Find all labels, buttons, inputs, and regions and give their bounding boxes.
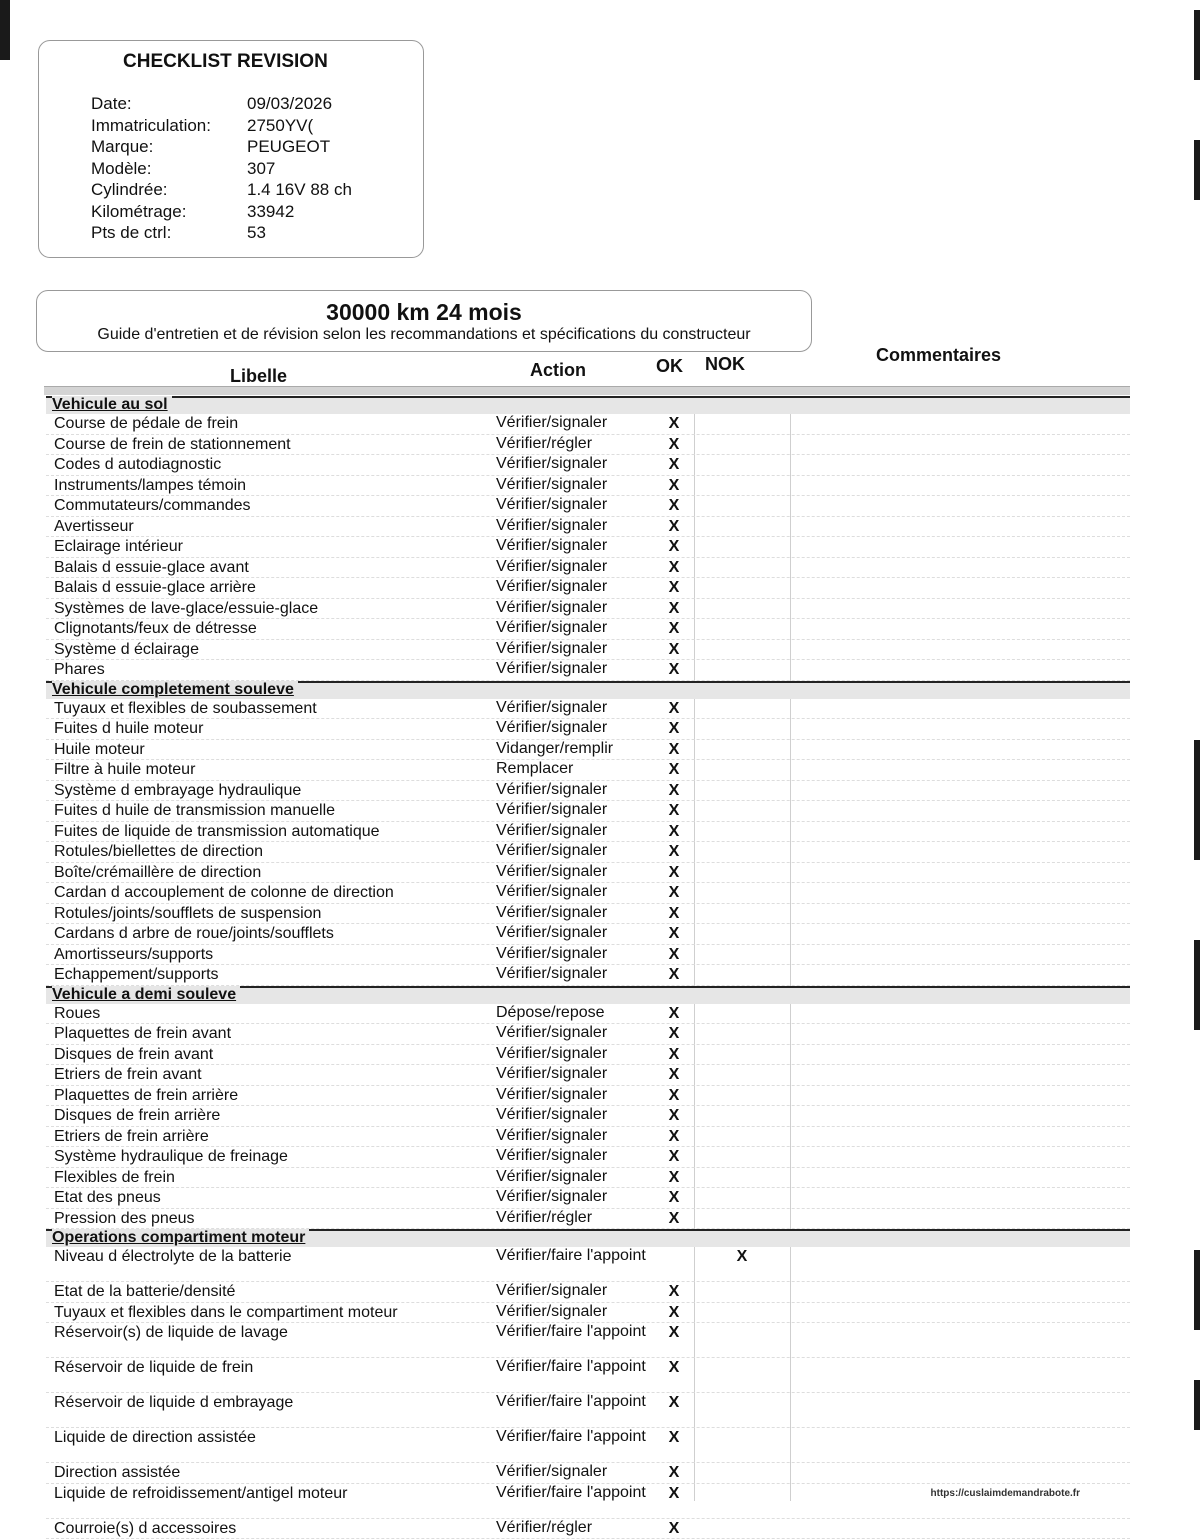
field-value: 53 [247, 222, 266, 244]
row-action: Vidanger/remplir [496, 741, 656, 756]
row-ok-mark: X [664, 1283, 684, 1301]
row-ok-mark: X [664, 966, 684, 984]
row-action: Vérifier/signaler [496, 1107, 656, 1122]
row-ok-mark: X [664, 1148, 684, 1166]
table-row [46, 1004, 1130, 1025]
row-action: Vérifier/faire l'appoint [496, 1324, 656, 1339]
row-ok-mark: X [664, 1046, 684, 1064]
field-label: Modèle: [91, 158, 247, 180]
table-row [46, 496, 1130, 517]
row-ok-mark: X [664, 761, 684, 779]
table-row [46, 1188, 1130, 1209]
row-libelle: Boîte/crémaillère de direction [54, 864, 484, 882]
field-label: Cylindrée: [91, 179, 247, 201]
row-ok-mark: X [664, 823, 684, 841]
table-row [46, 740, 1130, 761]
checklist-title: CHECKLIST REVISION [123, 51, 328, 73]
row-action: Vérifier/signaler [496, 864, 656, 879]
row-action: Vérifier/régler [496, 1210, 656, 1225]
field-value: 2750YV( [247, 115, 313, 137]
row-action: Vérifier/signaler [496, 1304, 656, 1319]
table-row [46, 822, 1130, 843]
row-action: Vérifier/signaler [496, 782, 656, 797]
table-row [46, 537, 1130, 558]
row-action: Vérifier/signaler [496, 641, 656, 656]
footer-url: https://cuslaimdemandrabote.fr [931, 1488, 1080, 1499]
row-libelle: Fuites de liquide de transmission automatique [54, 823, 484, 841]
checklist-section [46, 986, 1130, 1230]
row-libelle: Système d embrayage hydraulique [54, 782, 484, 800]
section-header [46, 986, 1130, 1004]
column-header-libelle: Libelle [230, 366, 287, 387]
row-action: Vérifier/signaler [496, 946, 656, 961]
row-ok-mark: X [664, 1107, 684, 1125]
row-libelle: Liquide de refroidissement/antigel moteur [54, 1485, 484, 1503]
row-action: Vérifier/faire l'appoint [496, 1394, 656, 1409]
row-nok-mark: X [732, 1248, 752, 1266]
table-row [46, 1303, 1130, 1324]
row-action: Remplacer [496, 761, 656, 776]
row-libelle: Commutateurs/commandes [54, 497, 484, 515]
row-ok-mark: X [664, 946, 684, 964]
row-action: Dépose/repose [496, 1005, 656, 1020]
scan-edge-mark [0, 0, 10, 60]
table-row [46, 1127, 1130, 1148]
row-ok-mark: X [664, 559, 684, 577]
table-row [46, 1147, 1130, 1168]
row-action: Vérifier/signaler [496, 1066, 656, 1081]
table-row [46, 719, 1130, 740]
service-banner [36, 290, 812, 352]
row-ok-mark: X [664, 477, 684, 495]
row-action: Vérifier/signaler [496, 1087, 656, 1102]
row-action: Vérifier/signaler [496, 559, 656, 574]
table-row [46, 1393, 1130, 1428]
row-action: Vérifier/signaler [496, 1148, 656, 1163]
table-row [46, 863, 1130, 884]
table-row [46, 455, 1130, 476]
section-header [46, 396, 1130, 414]
checklist-section [46, 396, 1130, 681]
row-action: Vérifier/signaler [496, 1025, 656, 1040]
row-action: Vérifier/signaler [496, 802, 656, 817]
row-libelle: Etriers de frein arrière [54, 1128, 484, 1146]
row-ok-mark: X [664, 1394, 684, 1412]
table-row [46, 578, 1130, 599]
field-modele [91, 158, 352, 180]
column-header-commentaires: Commentaires [876, 345, 1001, 366]
row-libelle: Disques de frein arrière [54, 1107, 484, 1125]
row-ok-mark: X [664, 415, 684, 433]
row-action: Vérifier/signaler [496, 1464, 656, 1479]
table-row [46, 660, 1130, 681]
section-header [46, 1229, 1130, 1247]
row-action: Vérifier/signaler [496, 1189, 656, 1204]
field-value: 307 [247, 158, 275, 180]
row-ok-mark: X [664, 641, 684, 659]
section-title: Vehicule completement souleve [52, 681, 298, 699]
row-libelle: Plaquettes de frein avant [54, 1025, 484, 1043]
row-ok-mark: X [664, 1464, 684, 1482]
table-row [46, 1428, 1130, 1463]
row-libelle: Roues [54, 1005, 484, 1023]
row-action: Vérifier/signaler [496, 477, 656, 492]
row-ok-mark: X [664, 1359, 684, 1377]
row-action: Vérifier/signaler [496, 1128, 656, 1143]
row-libelle: Filtre à huile moteur [54, 761, 484, 779]
row-ok-mark: X [664, 1025, 684, 1043]
row-libelle: Flexibles de frein [54, 1169, 484, 1187]
table-row [46, 1463, 1130, 1484]
row-libelle: Eclairage intérieur [54, 538, 484, 556]
row-action: Vérifier/signaler [496, 823, 656, 838]
row-action: Vérifier/signaler [496, 1283, 656, 1298]
table-row [46, 1519, 1130, 1539]
row-ok-mark: X [664, 1189, 684, 1207]
row-ok-mark: X [664, 1485, 684, 1503]
row-action: Vérifier/régler [496, 1520, 656, 1535]
table-row [46, 1086, 1130, 1107]
row-libelle: Huile moteur [54, 741, 484, 759]
row-ok-mark: X [664, 456, 684, 474]
row-libelle: Pression des pneus [54, 1210, 484, 1228]
row-ok-mark: X [664, 1005, 684, 1023]
table-row [46, 1358, 1130, 1393]
table-row [46, 1323, 1130, 1358]
row-libelle: Avertisseur [54, 518, 484, 536]
row-action: Vérifier/signaler [496, 661, 656, 676]
row-action: Vérifier/signaler [496, 456, 656, 471]
table-row [46, 699, 1130, 720]
table-row [46, 640, 1130, 661]
row-ok-mark: X [664, 600, 684, 618]
table-row [46, 517, 1130, 538]
header-rule [44, 386, 1130, 395]
row-action: Vérifier/signaler [496, 720, 656, 735]
table-row [46, 1282, 1130, 1303]
column-header-action: Action [530, 360, 586, 381]
row-libelle: Fuites d huile moteur [54, 720, 484, 738]
row-libelle: Balais d essuie-glace avant [54, 559, 484, 577]
row-ok-mark: X [664, 802, 684, 820]
row-libelle: Fuites d huile de transmission manuelle [54, 802, 484, 820]
row-action: Vérifier/régler [496, 436, 656, 451]
row-ok-mark: X [664, 925, 684, 943]
row-libelle: Cardan d accouplement de colonne de direction [54, 884, 484, 902]
row-libelle: Etat de la batterie/densité [54, 1283, 484, 1301]
row-ok-mark: X [664, 620, 684, 638]
table-row [46, 883, 1130, 904]
field-label: Immatriculation: [91, 115, 247, 137]
field-immatriculation [91, 115, 352, 137]
row-libelle: Tuyaux et flexibles de soubassement [54, 700, 484, 718]
row-action: Vérifier/signaler [496, 415, 656, 430]
field-value: PEUGEOT [247, 136, 330, 158]
table-row [46, 619, 1130, 640]
row-libelle: Balais d essuie-glace arrière [54, 579, 484, 597]
banner-title: 30000 km 24 mois [37, 299, 811, 326]
column-header-ok: OK [656, 356, 683, 377]
row-libelle: Plaquettes de frein arrière [54, 1087, 484, 1105]
banner-subtitle: Guide d'entretien et de révision selon les recommandations et spécifications du constructeur [37, 326, 811, 344]
table-row [46, 1168, 1130, 1189]
row-ok-mark: X [664, 1304, 684, 1322]
field-pts-ctrl [91, 222, 352, 244]
field-value: 1.4 16V 88 ch [247, 179, 352, 201]
row-libelle: Instruments/lampes témoin [54, 477, 484, 495]
row-action: Vérifier/signaler [496, 1169, 656, 1184]
row-libelle: Course de frein de stationnement [54, 436, 484, 454]
checklist-table [46, 396, 1130, 1501]
table-row [46, 435, 1130, 456]
row-action: Vérifier/signaler [496, 518, 656, 533]
row-ok-mark: X [664, 720, 684, 738]
table-row [46, 599, 1130, 620]
field-date [91, 93, 352, 115]
row-action: Vérifier/signaler [496, 620, 656, 635]
row-action: Vérifier/signaler [496, 600, 656, 615]
row-ok-mark: X [664, 436, 684, 454]
section-title: Vehicule a demi souleve [52, 986, 240, 1004]
field-kilometrage [91, 201, 352, 223]
row-ok-mark: X [664, 518, 684, 536]
row-ok-mark: X [664, 1087, 684, 1105]
vehicle-info-fields [91, 93, 352, 244]
table-row [46, 1024, 1130, 1045]
row-action: Vérifier/signaler [496, 579, 656, 594]
row-ok-mark: X [664, 538, 684, 556]
field-cylindree [91, 179, 352, 201]
row-libelle: Cardans d arbre de roue/joints/soufflets [54, 925, 484, 943]
row-action: Vérifier/signaler [496, 905, 656, 920]
row-action: Vérifier/signaler [496, 700, 656, 715]
table-row [46, 801, 1130, 822]
row-libelle: Codes d autodiagnostic [54, 456, 484, 474]
section-title: Operations compartiment moteur [52, 1229, 309, 1247]
row-libelle: Amortisseurs/supports [54, 946, 484, 964]
row-ok-mark: X [664, 1520, 684, 1538]
table-row [46, 476, 1130, 497]
row-libelle: Echappement/supports [54, 966, 484, 984]
row-libelle: Courroie(s) d accessoires [54, 1520, 484, 1538]
row-action: Vérifier/faire l'appoint [496, 1429, 656, 1444]
table-row [46, 1247, 1130, 1282]
field-label: Date: [91, 93, 247, 115]
section-header [46, 681, 1130, 699]
row-libelle: Rotules/biellettes de direction [54, 843, 484, 861]
row-action: Vérifier/faire l'appoint [496, 1485, 656, 1500]
row-ok-mark: X [664, 782, 684, 800]
row-libelle: Clignotants/feux de détresse [54, 620, 484, 638]
row-libelle: Système hydraulique de freinage [54, 1148, 484, 1166]
row-ok-mark: X [664, 1429, 684, 1447]
row-ok-mark: X [664, 1324, 684, 1342]
field-label: Pts de ctrl: [91, 222, 247, 244]
table-row [46, 760, 1130, 781]
field-value: 09/03/2026 [247, 93, 332, 115]
table-row [46, 781, 1130, 802]
row-libelle: Phares [54, 661, 484, 679]
row-action: Vérifier/signaler [496, 538, 656, 553]
row-libelle: Etriers de frein avant [54, 1066, 484, 1084]
table-row [46, 558, 1130, 579]
section-title: Vehicule au sol [52, 396, 172, 414]
row-ok-mark: X [664, 864, 684, 882]
row-libelle: Système d éclairage [54, 641, 484, 659]
table-row [46, 924, 1130, 945]
row-libelle: Niveau d électrolyte de la batterie [54, 1248, 484, 1266]
row-action: Vérifier/signaler [496, 843, 656, 858]
row-ok-mark: X [664, 843, 684, 861]
row-libelle: Systèmes de lave-glace/essuie-glace [54, 600, 484, 618]
vehicle-info-box [38, 40, 424, 258]
table-row [46, 965, 1130, 986]
table-row [46, 1106, 1130, 1127]
row-action: Vérifier/signaler [496, 497, 656, 512]
row-ok-mark: X [664, 497, 684, 515]
field-marque [91, 136, 352, 158]
field-value: 33942 [247, 201, 294, 223]
row-action: Vérifier/signaler [496, 925, 656, 940]
scan-edge-marks [1188, 0, 1200, 1501]
table-row [46, 945, 1130, 966]
row-ok-mark: X [664, 884, 684, 902]
row-ok-mark: X [664, 1210, 684, 1228]
row-ok-mark: X [664, 905, 684, 923]
row-libelle: Réservoir de liquide d embrayage [54, 1394, 484, 1412]
row-libelle: Tuyaux et flexibles dans le compartiment moteur [54, 1304, 484, 1322]
row-action: Vérifier/signaler [496, 966, 656, 981]
row-ok-mark: X [664, 1169, 684, 1187]
row-ok-mark: X [664, 661, 684, 679]
row-action: Vérifier/signaler [496, 1046, 656, 1061]
row-ok-mark: X [664, 1128, 684, 1146]
table-row [46, 1209, 1130, 1230]
row-action: Vérifier/faire l'appoint [496, 1248, 656, 1263]
row-libelle: Réservoir de liquide de frein [54, 1359, 484, 1377]
table-row [46, 1065, 1130, 1086]
column-header-nok: NOK [705, 354, 745, 375]
table-row [46, 842, 1130, 863]
row-libelle: Course de pédale de frein [54, 415, 484, 433]
field-label: Marque: [91, 136, 247, 158]
row-libelle: Rotules/joints/soufflets de suspension [54, 905, 484, 923]
row-libelle: Etat des pneus [54, 1189, 484, 1207]
row-ok-mark: X [664, 700, 684, 718]
row-ok-mark: X [664, 579, 684, 597]
row-action: Vérifier/faire l'appoint [496, 1359, 656, 1374]
table-row [46, 414, 1130, 435]
field-label: Kilométrage: [91, 201, 247, 223]
row-ok-mark: X [664, 741, 684, 759]
row-action: Vérifier/signaler [496, 884, 656, 899]
row-libelle: Réservoir(s) de liquide de lavage [54, 1324, 484, 1342]
row-libelle: Direction assistée [54, 1464, 484, 1482]
row-ok-mark: X [664, 1066, 684, 1084]
row-libelle: Disques de frein avant [54, 1046, 484, 1064]
table-row [46, 1045, 1130, 1066]
checklist-section [46, 681, 1130, 986]
row-libelle: Liquide de direction assistée [54, 1429, 484, 1447]
table-row [46, 904, 1130, 925]
